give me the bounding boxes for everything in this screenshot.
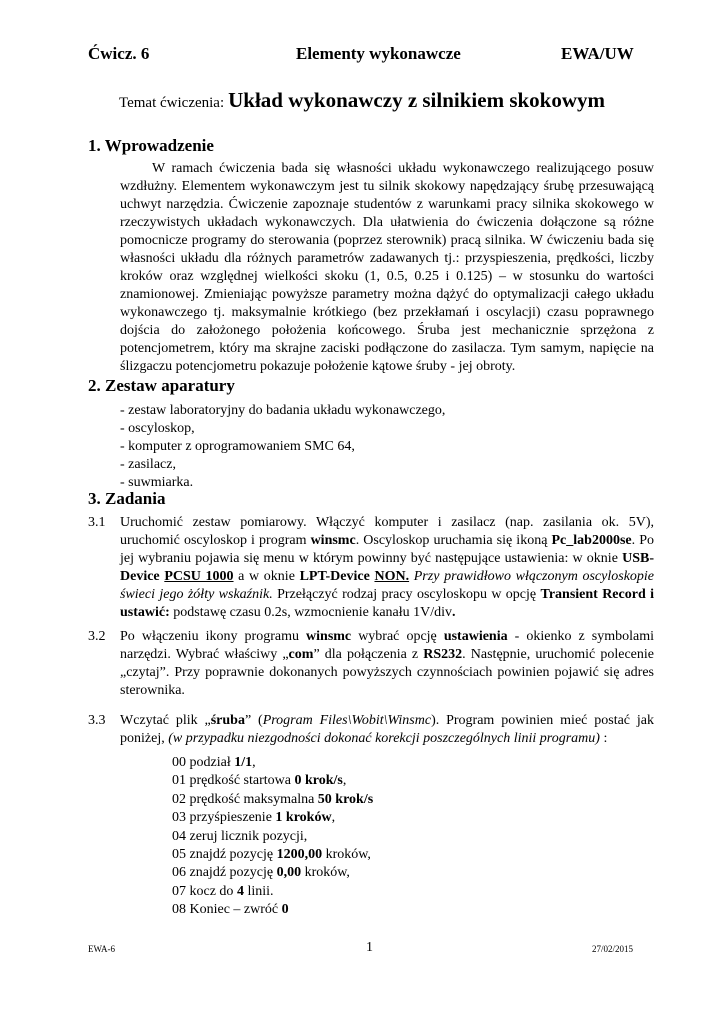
- list-item: - zestaw laboratoryjny do badania układu wykonawczego,: [120, 403, 446, 418]
- footer-date: 27/02/2015: [592, 944, 634, 954]
- note-text: (w przypadku niezgodności dokonać korekcji poszczególnych linii programu): [168, 731, 600, 746]
- text-run: 01 prędkość startowa: [172, 773, 295, 789]
- equipment-list: [120, 402, 650, 492]
- text-run: 02 prędkość maksymalna: [172, 791, 318, 807]
- program-line: [172, 864, 373, 882]
- program-listing: [172, 754, 373, 920]
- text-run: 08 Koniec – zwróć: [172, 902, 282, 918]
- text-run: ,: [252, 755, 256, 770]
- text-run: ). Program powinien mieć postać jak poniżej,: [120, 713, 654, 746]
- program-line: [172, 901, 373, 919]
- window-name: LPT-Device: [299, 569, 370, 584]
- program-line: [172, 809, 373, 827]
- program-line: [172, 828, 373, 846]
- text-run: 04 zeruj licznik pozycji,: [172, 828, 308, 844]
- page-number: 1: [366, 940, 373, 955]
- text-run: kroków,: [301, 865, 350, 881]
- text-run: . Oscyloskop uruchamia się ikoną: [355, 533, 552, 548]
- header-exercise-number: Ćwicz. 6: [88, 44, 150, 63]
- setting-value: NON.: [374, 569, 410, 584]
- list-item: - zasilacz,: [120, 457, 176, 472]
- program-value: 0,00: [276, 865, 302, 881]
- text-run: :: [599, 731, 608, 746]
- section-1-heading: 1. Wprowadzenie: [88, 136, 214, 155]
- task-text: [120, 712, 654, 748]
- text-run: wybrać opcję: [351, 629, 444, 644]
- header-course-code: EWA/UW: [561, 44, 634, 63]
- footer-document-code: EWA-6: [88, 944, 115, 954]
- program-value: 1/1: [234, 755, 253, 770]
- text-run: a w oknie: [233, 569, 300, 584]
- text-run: Po włączeniu ikony programu: [120, 629, 307, 644]
- program-name: winsmc: [306, 629, 352, 644]
- text-run: .: [452, 605, 456, 620]
- section-1-paragraph: W ramach ćwiczenia bada się własności układu wykonawczego realizującego posuw wzdłużny. Elementem wykonawczym jest tu silnik skokowy napędzający śrubę przesuwającą uchwyt narzędzia. Ćwiczenie zapoznaje studentów z warunkami pracy silnika skokowego w rzeczywistych układach wykonawczych. Dla ułatwienia do ćwiczenia dołączone są różne pomocnicze programy do sterowania (poprzez sterownik) pracą silnika. W ćwiczeniu bada się własności układu dla różnych parametrów zadawanych tj.: przyspieszenia, prędkości, liczby kroków oraz względnej wielkości skoku (1, 0.5, 0.25 i 0.125) – w stosunku do wartości znamionowej. Zmieniając powyższe parametry można dążyć do optymalizacji całego układu wykonawczego tj. maksymalnie krótkiego (bez przekłamań i oscylacji) czasu poprawnego dojścia do założonego położenia końcowego. Śruba jest mechanicznie sprzężona z potencjometrem, który ma skrajne zaciski podłączone do zasilacza. Tym samym, napięcie na ślizgaczu potencjometru pokazuje położenie kątowe śruby - jej obroty.: [120, 161, 654, 374]
- icon-name: Pc_lab2000se: [551, 533, 632, 548]
- topic-line: [0, 88, 724, 113]
- text-run: kroków,: [322, 847, 371, 863]
- window-name: USB-Device: [120, 551, 654, 584]
- text-run: ” (: [244, 713, 263, 728]
- program-value: 1200,00: [276, 847, 323, 863]
- topic-label: Temat ćwiczenia:: [118, 95, 225, 111]
- program-value: 4: [236, 883, 244, 899]
- program-line: [172, 754, 373, 772]
- file-path: Program Files\Wobit\Winsmc: [262, 713, 432, 728]
- topic-title: Układ wykonawczy z silnikiem skokowym: [228, 88, 606, 112]
- program-value: 0 krok/s: [294, 773, 343, 789]
- program-value: 1 kroków: [275, 810, 332, 826]
- text-run: ,: [331, 810, 336, 826]
- program-line: [172, 846, 373, 864]
- text-run: 03 przyśpieszenie: [172, 810, 276, 826]
- section-3-heading: 3. Zadania: [88, 489, 166, 508]
- list-item: - suwmiarka.: [120, 475, 194, 490]
- task-number: 3.3: [88, 713, 106, 728]
- text-run: podstawę czasu 0.2s, wzmocnienie kanału 1V/div: [169, 605, 453, 620]
- task-number: 3.2: [88, 629, 106, 644]
- program-value: 50 krok/s: [317, 791, 374, 807]
- program-line: [172, 791, 373, 809]
- text-run: Wczytać plik „: [120, 713, 211, 728]
- text-run: Przełączyć rodzaj pracy oscyloskopu w opcję: [272, 587, 541, 602]
- task-text: [120, 628, 654, 700]
- text-run: 05 znajdź pozycję: [172, 847, 277, 863]
- port-name: com: [288, 647, 314, 662]
- section-2-heading: 2. Zestaw aparatury: [88, 376, 235, 395]
- program-value: 0: [281, 902, 289, 918]
- header-subject: Elementy wykonawcze: [296, 44, 461, 63]
- text-run: linii.: [243, 883, 274, 899]
- text-run: . Po jej wybraniu pojawia się menu w którym powinny być następujące ustawienia: w oknie: [120, 533, 654, 566]
- text-run: ” dla połączenia z: [313, 647, 424, 662]
- text-run: 07 kocz do: [172, 883, 237, 899]
- program-line: [172, 772, 373, 790]
- option-name: ustawienia: [443, 629, 508, 644]
- program-name: winsmc: [310, 533, 356, 548]
- text-run: - okienko z symbolami narzędzi. Wybrać właściwy „: [120, 629, 654, 662]
- text-run: . Następnie, uruchomić polecenie „czytaj”. Przy poprawnie dokonanych powyższych czynnościach powinien pojawić się adres sterownika.: [120, 647, 654, 698]
- list-item: - komputer z oprogramowaniem SMC 64,: [120, 439, 355, 454]
- text-run: ,: [342, 773, 347, 789]
- text-run: 06 znajdź pozycję: [172, 865, 277, 881]
- task-number: 3.1: [88, 515, 106, 530]
- interface-name: RS232: [423, 647, 463, 662]
- file-name: śruba: [210, 713, 245, 728]
- text-run: Uruchomić zestaw pomiarowy. Włączyć komputer i zasilacz (nap. zasilania ok. 5V), uruchomić oscyloskop i program: [120, 515, 654, 548]
- task-text: [120, 514, 654, 622]
- note-text: Przy prawidłowo włączonym oscyloskopie świeci jego żółty wskaźnik.: [120, 569, 655, 602]
- setting-value: PCSU 1000: [164, 569, 234, 584]
- text-run: 00 podział: [172, 755, 235, 770]
- mode-name: Transient Record i ustawić:: [120, 587, 654, 620]
- program-line: [172, 883, 373, 901]
- list-item: - oscyloskop,: [120, 421, 195, 436]
